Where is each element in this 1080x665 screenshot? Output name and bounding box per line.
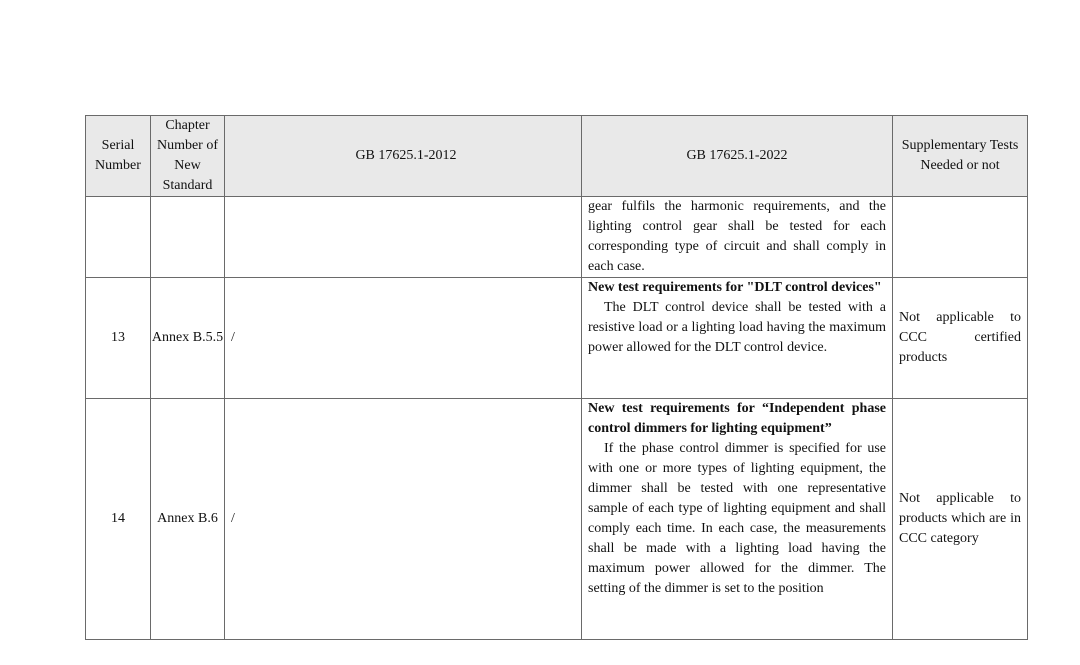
chapter-cell	[151, 197, 225, 278]
new-standard-text	[588, 399, 886, 639]
new-standard-body: The DLT control device shall be tested with a resistive load or a lighting load having the maximum power allowed for the DLT control device.	[588, 300, 886, 355]
new-requirement-title: New test requirements for “Independent phase control dimmers for lighting equipment”	[588, 401, 886, 436]
new-standard-cell	[582, 399, 893, 640]
new-standard-text	[588, 197, 886, 277]
header-new-standard: GB 17625.1-2022	[582, 116, 893, 197]
table-row	[86, 278, 1028, 399]
serial-cell: 13	[86, 278, 151, 399]
serial-cell: 14	[86, 399, 151, 640]
header-chapter-number: Chapter Number of New Standard	[151, 116, 225, 197]
new-standard-text	[588, 278, 886, 398]
table-row	[86, 197, 1028, 278]
supplementary-text: Not applicable to CCC certified products	[899, 310, 1021, 365]
supplementary-cell	[893, 399, 1028, 640]
old-standard-cell	[225, 197, 582, 278]
new-standard-body: gear fulfils the harmonic requirements, and the lighting control gear shall be tested for each corresponding type of circuit and shall comply in each case.	[588, 199, 886, 274]
chapter-cell: Annex B.5.5	[151, 278, 225, 399]
header-serial-number: Serial Number	[86, 116, 151, 197]
supplementary-cell	[893, 197, 1028, 278]
header-supplementary-tests: Supplementary Tests Needed or not	[893, 116, 1028, 197]
serial-cell	[86, 197, 151, 278]
table-row	[86, 399, 1028, 640]
old-standard-cell: /	[225, 399, 582, 640]
new-standard-cell	[582, 278, 893, 399]
new-requirement-title: New test requirements for "DLT control devices"	[588, 280, 882, 295]
supplementary-text: Not applicable to products which are in CCC category	[899, 491, 1021, 546]
table-header-row	[86, 116, 1028, 197]
old-standard-cell: /	[225, 278, 582, 399]
comparison-table	[85, 115, 1028, 640]
new-standard-cell	[582, 197, 893, 278]
new-standard-body: If the phase control dimmer is specified for use with one or more types of lighting equipment, the dimmer shall be tested with one representative sample of each type of lighting equipment and shall comply each time. In each case, the measurements shall be made with a lighting load having the maximum power allowed for the dimmer. The setting of the dimmer is set to the position	[588, 441, 886, 596]
supplementary-cell	[893, 278, 1028, 399]
chapter-cell: Annex B.6	[151, 399, 225, 640]
header-old-standard: GB 17625.1-2012	[225, 116, 582, 197]
